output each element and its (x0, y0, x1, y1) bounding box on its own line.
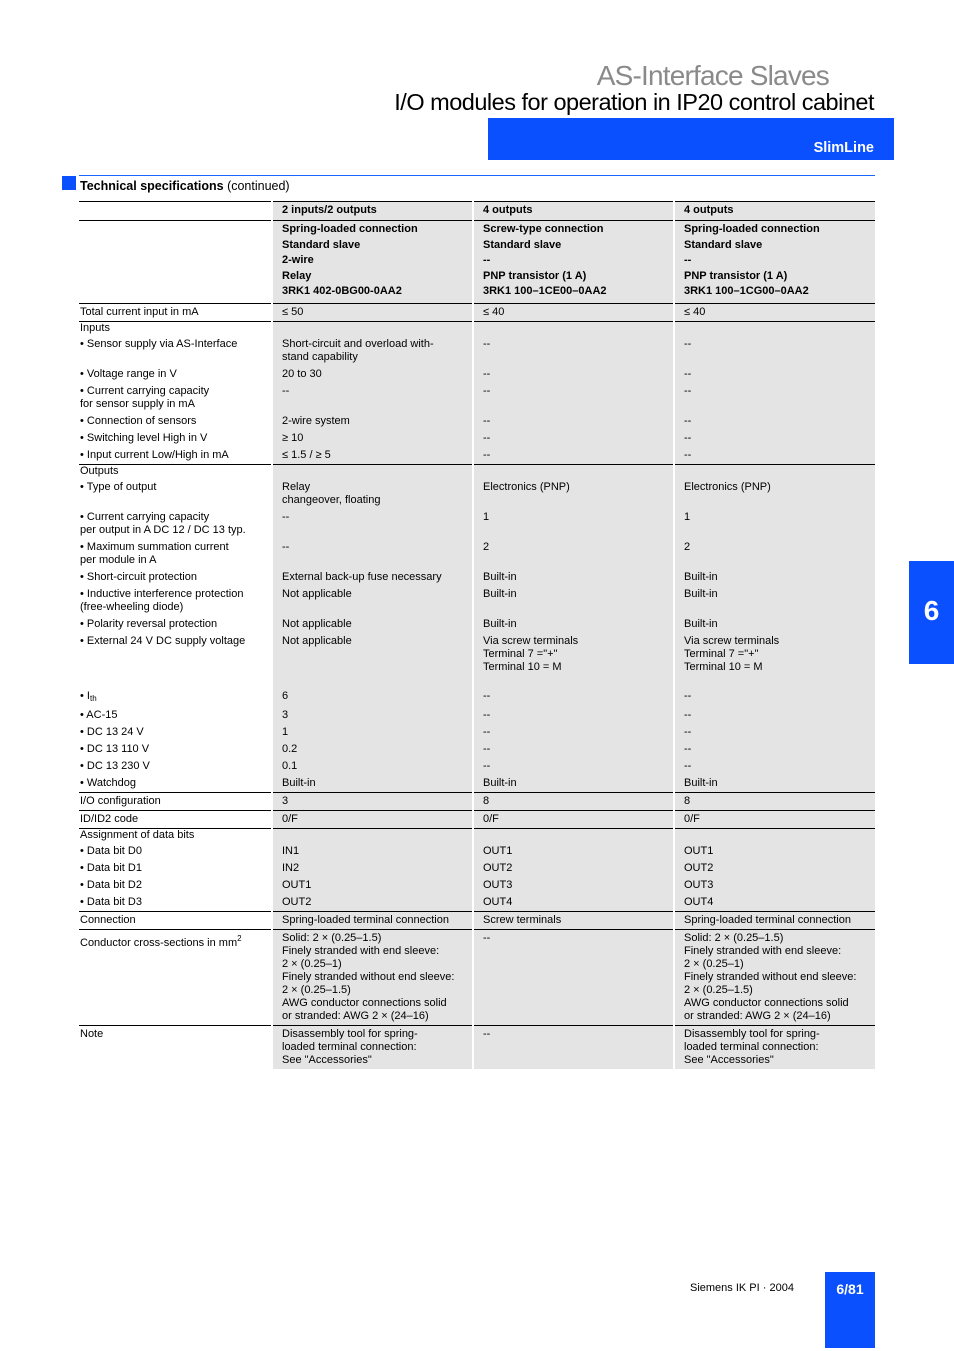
table-row (79, 707, 875, 724)
row-value: -- (473, 413, 674, 430)
table-row (79, 810, 875, 828)
row-label (79, 321, 272, 336)
row-value: External back-up fuse necessary (272, 569, 473, 586)
row-label-text: ID/ID2 code (80, 812, 139, 825)
row-value (473, 321, 674, 336)
table-row (79, 843, 875, 860)
row-value: ≤ 40 (473, 303, 674, 321)
row-value: Built-in (473, 775, 674, 793)
table-row (79, 383, 875, 413)
row-value (674, 464, 875, 479)
row-value: 0/F (473, 810, 674, 828)
row-value: 6 (272, 688, 473, 707)
row-value: -- (473, 1025, 674, 1069)
table-header-row (79, 202, 875, 221)
row-value: Built-in (473, 616, 674, 633)
row-value (272, 676, 473, 688)
row-value: 3 (272, 707, 473, 724)
row-value: OUT3 (473, 877, 674, 894)
table-row (79, 929, 875, 1025)
row-label-text: • Switching level High in V (80, 431, 208, 444)
row-label (79, 366, 272, 383)
row-value: OUT1 (473, 843, 674, 860)
row-value: 1 (674, 509, 875, 539)
row-value: -- (473, 430, 674, 447)
row-value: OUT1 (272, 877, 473, 894)
row-value: OUT2 (674, 860, 875, 877)
row-value: -- (674, 383, 875, 413)
row-value: Spring-loaded terminal connection (674, 911, 875, 929)
table-row (79, 413, 875, 430)
row-label (79, 336, 272, 366)
row-value: OUT4 (674, 894, 875, 912)
row-label-text: • Data bit D2 (80, 878, 142, 891)
row-value: Screw terminals (473, 911, 674, 929)
table-row (79, 303, 875, 321)
row-label (79, 1025, 272, 1069)
row-label-text: • Polarity reversal protection (80, 617, 218, 630)
row-value: OUT2 (473, 860, 674, 877)
table-row (79, 775, 875, 793)
row-label (79, 758, 272, 775)
row-label-text: Outputs (80, 464, 119, 477)
row-value: Electronics (PNP) (674, 479, 875, 509)
row-value: -- (674, 741, 875, 758)
table-row (79, 366, 875, 383)
row-label (79, 707, 272, 724)
row-label-text: Total current input in mA (80, 305, 199, 318)
row-value: Built-in (473, 586, 674, 616)
row-value: Built-in (674, 775, 875, 793)
table-row (79, 336, 875, 366)
row-value: -- (473, 383, 674, 413)
chapter-number: 6 (923, 595, 940, 626)
column-details: Spring-loaded connection Standard slave -- PNP transistor (1 A) 3RK1 100–1CG00–0AA2 (674, 221, 875, 304)
row-label (79, 586, 272, 616)
row-value: -- (674, 366, 875, 383)
table-row (79, 464, 875, 479)
row-value (272, 321, 473, 336)
row-label-text: Conductor cross-sections in mm (80, 936, 238, 949)
chapter-tab (909, 561, 954, 664)
row-label-text: • Maximum summation current per module in A (80, 540, 229, 566)
row-value: -- (674, 336, 875, 366)
table-row (79, 616, 875, 633)
row-label (79, 877, 272, 894)
table-row (79, 586, 875, 616)
table-header-empty (79, 202, 272, 221)
row-value: ≥ 10 (272, 430, 473, 447)
row-value: OUT3 (674, 877, 875, 894)
row-label (79, 724, 272, 741)
row-label (79, 894, 272, 912)
row-label-text: • Data bit D1 (80, 861, 142, 874)
table-row (79, 741, 875, 758)
table-row (79, 447, 875, 465)
row-label-text: • Short-circuit protection (80, 570, 197, 583)
row-label-text: Note (80, 1027, 104, 1040)
row-label-text: • Data bit D0 (80, 844, 142, 857)
column-header: 4 outputs (674, 202, 875, 221)
row-value: -- (473, 366, 674, 383)
row-value: -- (674, 724, 875, 741)
row-value: Solid: 2 × (0.25–1.5) Finely stranded with end sleeve: 2 × (0.25–1) Finely stranded without end sleeve: 2 × (0.25–1.5) AWG conductor connections solid or stranded: AWG 2 × (24–16) (272, 929, 473, 1025)
row-value: 1 (473, 509, 674, 539)
row-value: Built-in (674, 586, 875, 616)
table-row (79, 569, 875, 586)
row-label-text: • External 24 V DC supply voltage (80, 634, 246, 647)
row-value: Relay changeover, floating (272, 479, 473, 509)
table-row (79, 792, 875, 810)
row-value: Short-circuit and overload with- stand capability (272, 336, 473, 366)
row-value: 3 (272, 792, 473, 810)
row-value: 0.2 (272, 741, 473, 758)
footer-publisher: Siemens IK PI · 2004 (690, 1282, 794, 1294)
row-value (473, 828, 674, 843)
row-value (473, 464, 674, 479)
table-header-details-row (79, 221, 875, 304)
row-label-text: • Current carrying capacity per output in A DC 12 / DC 13 typ. (80, 510, 246, 536)
table-row (79, 860, 875, 877)
table-row (79, 758, 875, 775)
row-value: Via screw terminals Terminal 7 ="+" Terminal 10 = M (674, 633, 875, 676)
row-label-text: • Watchdog (80, 776, 137, 789)
row-label (79, 810, 272, 828)
row-label (79, 413, 272, 430)
row-value: Via screw terminals Terminal 7 ="+" Terminal 10 = M (473, 633, 674, 676)
row-label (79, 479, 272, 509)
tech-spec-heading (80, 179, 290, 193)
row-value: ≤ 40 (674, 303, 875, 321)
table-row (79, 430, 875, 447)
row-label (79, 464, 272, 479)
row-label (79, 509, 272, 539)
row-label-text: Connection (80, 913, 136, 926)
row-value: -- (473, 688, 674, 707)
table-row (79, 509, 875, 539)
row-value: IN2 (272, 860, 473, 877)
row-value: OUT2 (272, 894, 473, 912)
table-row (79, 676, 875, 688)
table-row (79, 688, 875, 707)
row-label (79, 929, 272, 1025)
row-label-text: • Data bit D3 (80, 895, 142, 908)
table-row (79, 1025, 875, 1069)
row-label-text: • Type of output (80, 480, 157, 493)
row-label-superscript: 2 (237, 933, 242, 943)
table-row (79, 633, 875, 676)
row-value: -- (674, 430, 875, 447)
row-value: Disassembly tool for spring- loaded terminal connection: See "Accessories" (272, 1025, 473, 1069)
spec-table-body (79, 202, 875, 1069)
row-value: -- (473, 929, 674, 1025)
row-label-text: • Inductive interference protection (free-wheeling diode) (80, 587, 244, 613)
row-label (79, 303, 272, 321)
row-value: Built-in (674, 569, 875, 586)
row-label-text: • DC 13 110 V (80, 742, 150, 755)
row-label (79, 911, 272, 929)
column-details: Spring-loaded connection Standard slave 2-wire Relay 3RK1 402-0BG00-0AA2 (272, 221, 473, 304)
row-label-text: • DC 13 230 V (80, 759, 150, 772)
column-header: 4 outputs (473, 202, 674, 221)
row-value: 0.1 (272, 758, 473, 775)
row-label-text: Assignment of data bits (80, 828, 195, 841)
row-label (79, 828, 272, 843)
row-value (272, 464, 473, 479)
row-value: Spring-loaded terminal connection (272, 911, 473, 929)
row-value: -- (272, 383, 473, 413)
row-value: 2 (473, 539, 674, 569)
row-value: Disassembly tool for spring- loaded terminal connection: See "Accessories" (674, 1025, 875, 1069)
table-row (79, 828, 875, 843)
row-label-text: I/O configuration (80, 794, 161, 807)
row-value: -- (674, 758, 875, 775)
row-value: 0/F (674, 810, 875, 828)
row-value: IN1 (272, 843, 473, 860)
row-value: Not applicable (272, 586, 473, 616)
tech-spec-heading-suffix: (continued) (227, 179, 290, 193)
row-value: -- (473, 741, 674, 758)
row-value: 0/F (272, 810, 473, 828)
row-label-text: • DC 13 24 V (80, 725, 144, 738)
row-label (79, 633, 272, 676)
table-row (79, 479, 875, 509)
row-value: 8 (674, 792, 875, 810)
row-label-text: • AC-15 (80, 708, 118, 721)
row-value: -- (473, 758, 674, 775)
row-value: 20 to 30 (272, 366, 473, 383)
page-number-box (825, 1272, 875, 1348)
row-label-text: Inputs (80, 321, 110, 334)
row-label (79, 539, 272, 569)
row-value: 1 (272, 724, 473, 741)
column-header: 2 inputs/2 outputs (272, 202, 473, 221)
row-value: 2 (674, 539, 875, 569)
row-label-text: • Connection of sensors (80, 414, 197, 427)
row-label (79, 860, 272, 877)
row-value: -- (473, 724, 674, 741)
row-label (79, 447, 272, 465)
row-value: -- (473, 707, 674, 724)
table-header-empty (79, 221, 272, 304)
row-label (79, 775, 272, 793)
section-divider (79, 175, 875, 176)
row-value: ≤ 50 (272, 303, 473, 321)
row-value: Not applicable (272, 616, 473, 633)
row-label-subscript: th (89, 693, 97, 703)
row-value (674, 828, 875, 843)
row-value: Built-in (272, 775, 473, 793)
page-title: AS-Interface Slaves (596, 60, 829, 91)
row-label (79, 383, 272, 413)
row-label-text: • Input current Low/High in mA (80, 448, 229, 461)
row-label (79, 676, 272, 688)
table-row (79, 894, 875, 912)
row-value (674, 321, 875, 336)
page-number: 6/81 (836, 1281, 864, 1297)
row-value: OUT1 (674, 843, 875, 860)
row-value: Not applicable (272, 633, 473, 676)
row-value: -- (674, 688, 875, 707)
table-row (79, 321, 875, 336)
row-label (79, 616, 272, 633)
row-label (79, 430, 272, 447)
row-value (272, 828, 473, 843)
section-label: SlimLine (813, 140, 874, 156)
row-label (79, 792, 272, 810)
row-value: -- (674, 447, 875, 465)
row-value: -- (473, 336, 674, 366)
row-label-text: • Sensor supply via AS-Interface (80, 337, 238, 350)
row-label (79, 843, 272, 860)
row-value: -- (674, 413, 875, 430)
row-value: 8 (473, 792, 674, 810)
row-value: OUT4 (473, 894, 674, 912)
row-value (473, 676, 674, 688)
table-row (79, 724, 875, 741)
row-label (79, 688, 272, 707)
row-label-text: • I (80, 689, 90, 702)
page-subtitle: I/O modules for operation in IP20 control cabinet (394, 89, 874, 115)
row-label (79, 569, 272, 586)
row-value: 2-wire system (272, 413, 473, 430)
section-banner (488, 118, 894, 160)
row-value: Built-in (473, 569, 674, 586)
row-value: -- (272, 539, 473, 569)
column-details: Screw-type connection Standard slave -- PNP transistor (1 A) 3RK1 100–1CE00–0AA2 (473, 221, 674, 304)
row-value: -- (473, 447, 674, 465)
table-row (79, 877, 875, 894)
row-value: -- (272, 509, 473, 539)
row-label-text: • Current carrying capacity for sensor supply in mA (80, 384, 210, 410)
row-value: -- (674, 707, 875, 724)
row-value: Electronics (PNP) (473, 479, 674, 509)
row-value: ≤ 1.5 / ≥ 5 (272, 447, 473, 465)
table-row (79, 539, 875, 569)
section-marker-icon (62, 176, 76, 190)
spec-table (79, 201, 875, 1069)
row-label (79, 741, 272, 758)
row-value: Built-in (674, 616, 875, 633)
tech-spec-heading-bold: Technical specifications (80, 179, 224, 193)
table-row (79, 911, 875, 929)
row-value (674, 676, 875, 688)
row-value: Solid: 2 × (0.25–1.5) Finely stranded with end sleeve: 2 × (0.25–1) Finely stranded without end sleeve: 2 × (0.25–1.5) AWG conductor connections solid or stranded: AWG 2 × (24–16) (674, 929, 875, 1025)
row-label-text: • Voltage range in V (80, 367, 177, 380)
